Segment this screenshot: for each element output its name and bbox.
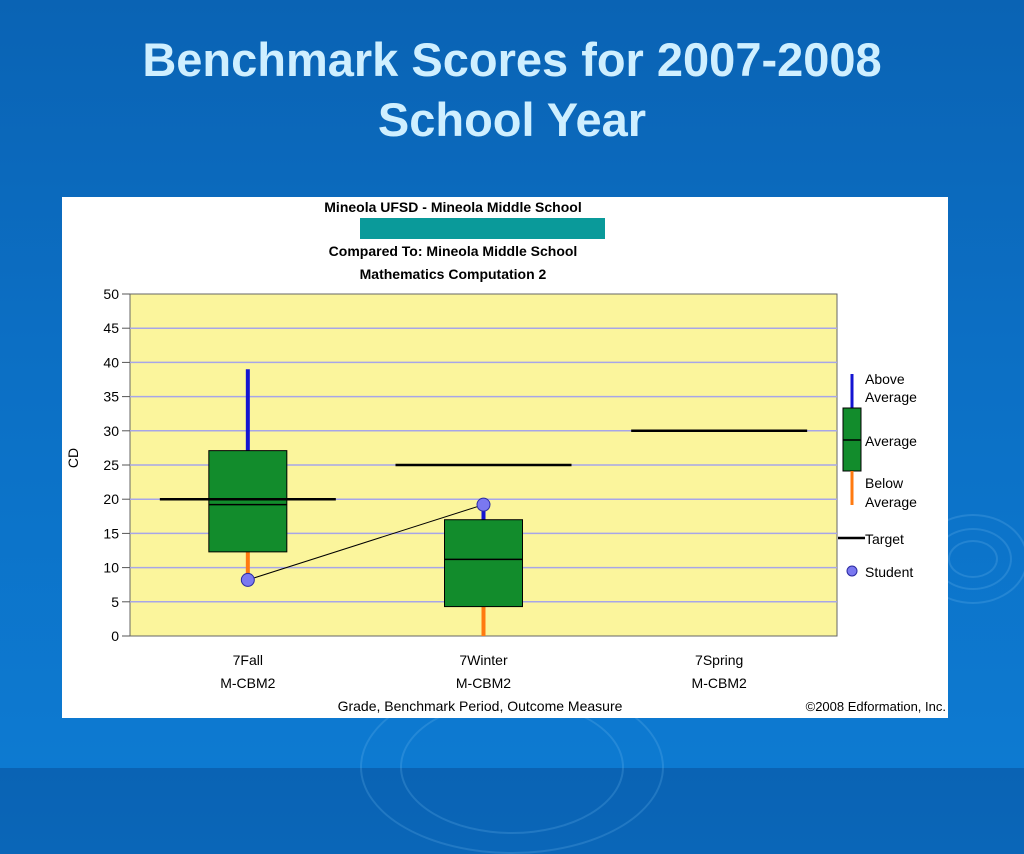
- average-box: [209, 451, 287, 552]
- x-category-label: 7Fall: [232, 652, 264, 668]
- legend-below-label-2: Average: [865, 494, 917, 510]
- x-axis-categories: [220, 652, 747, 691]
- x-category-sublabel: M-CBM2: [691, 675, 747, 691]
- y-tick-label: 45: [103, 320, 119, 337]
- chart-title: Mineola UFSD - Mineola Middle School: [324, 199, 582, 215]
- y-tick-label: 5: [111, 593, 119, 610]
- slide-title: [0, 30, 1024, 150]
- legend-student-label: Student: [865, 564, 914, 580]
- y-tick-label: 40: [103, 354, 119, 371]
- y-tick-label: 35: [103, 388, 119, 405]
- legend-target-label: Target: [865, 531, 904, 547]
- y-tick-label: 10: [103, 559, 119, 576]
- legend-student-marker: [847, 566, 857, 576]
- chart-header-bar: [360, 218, 605, 239]
- x-category-sublabel: M-CBM2: [455, 675, 512, 691]
- y-tick-label: 30: [103, 422, 119, 439]
- slide-title-line-2: School Year: [377, 93, 647, 146]
- x-category-label: 7Winter: [459, 652, 508, 668]
- y-tick-label: 25: [103, 457, 119, 473]
- legend: [838, 371, 917, 580]
- student-marker: [241, 573, 254, 586]
- y-tick-label: 50: [103, 286, 119, 302]
- chart-subtitle-line-1: Compared To: Mineola Middle School: [328, 243, 578, 259]
- chart-panel: [62, 197, 948, 718]
- x-category-sublabel: M-CBM2: [220, 675, 276, 691]
- y-axis-ticks: [103, 286, 130, 644]
- legend-above-label-1: Above: [865, 371, 905, 387]
- y-tick-label: 20: [103, 491, 119, 508]
- chart-subtitle-line-2: Mathematics Computation 2: [359, 266, 547, 282]
- x-category-label: 7Spring: [695, 652, 744, 668]
- legend-above-label-2: Average: [865, 389, 917, 405]
- y-tick-label: 0: [111, 628, 119, 644]
- average-box: [445, 520, 523, 607]
- box-plot-chart: [62, 197, 948, 718]
- y-axis-label: CD: [65, 447, 81, 469]
- legend-average-label: Average: [865, 433, 917, 449]
- y-tick-label: 15: [103, 525, 119, 542]
- student-marker: [477, 498, 490, 511]
- slide-title-line-1: Benchmark Scores for 2007-2008: [142, 33, 882, 86]
- x-axis-label: Grade, Benchmark Period, Outcome Measure: [337, 698, 623, 714]
- legend-below-label-1: Below: [865, 475, 904, 491]
- copyright-text: ©2008 Edformation, Inc.: [805, 699, 946, 714]
